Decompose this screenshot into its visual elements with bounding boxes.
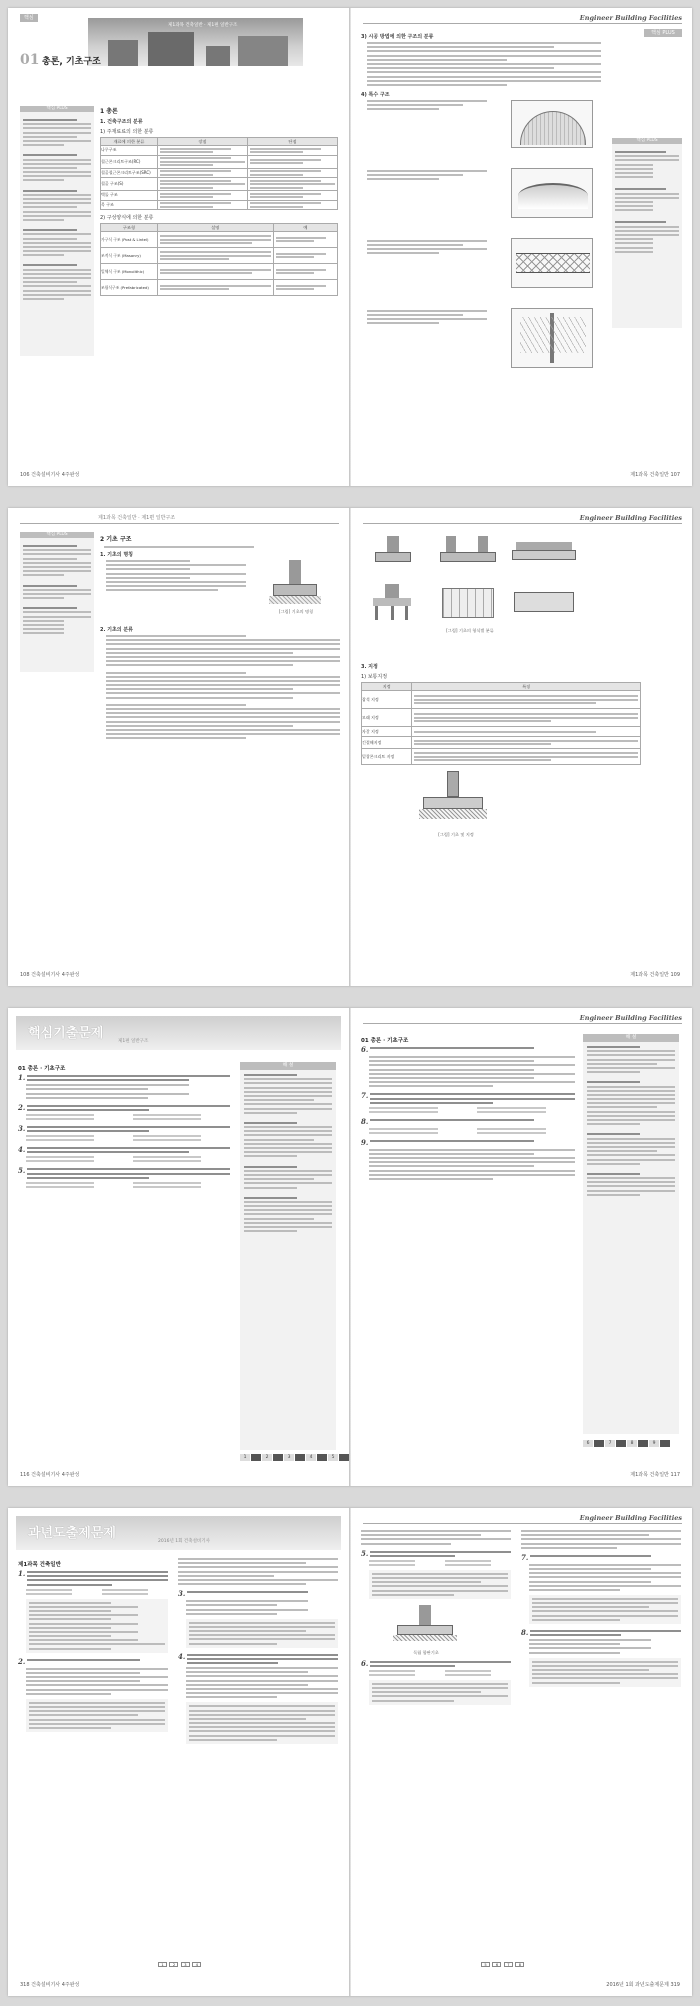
footing-type-6 <box>510 582 575 624</box>
section-heading: 2 기초 구조 <box>100 536 132 543</box>
page-footer: 106 건축설비기사 4주완성 <box>20 472 80 478</box>
truss-illustration <box>511 238 593 288</box>
question-item: 8. <box>521 1630 681 1687</box>
answer-panel: 해 설 <box>583 1034 679 1434</box>
question-column: 01 총론 · 기초구조 6. 7. 8. 9. <box>361 1034 575 1186</box>
page-109 <box>351 508 692 986</box>
spread-3 <box>8 1008 692 1486</box>
suspension-illustration <box>511 308 593 368</box>
page-footer: 116 건축설비기사 4주완성 <box>20 1472 80 1478</box>
question-item: 1. <box>18 1571 168 1653</box>
foundation-types-figure <box>365 532 575 652</box>
question-column-b <box>178 1558 338 1750</box>
page-footer: 318 건축설비기사 4주완성 <box>20 1982 80 1988</box>
question-item: 2. <box>18 1105 230 1120</box>
sub-heading: 1. 건축구조의 분류 <box>100 119 143 125</box>
page-footer: 108 건축설비기사 4주완성 <box>20 972 80 978</box>
spread-2 <box>8 508 692 986</box>
soil-preparation-table: 지정 특징 잡석 지정 모래 지정 자갈 지정 긴결해지정 밑창콘크리트 지정 <box>361 682 641 765</box>
footing-section-figure: [그림] 기초 및 지정 <box>411 771 501 831</box>
series-title: Engineer Building Facilities <box>579 1514 682 1522</box>
page-106 <box>8 8 349 486</box>
figure-caption: [그림] 기초의 형식별 분류 <box>446 628 494 633</box>
series-title: Engineer Building Facilities <box>579 14 682 22</box>
key-plus-sidebar: 핵심 PLUS <box>612 138 682 328</box>
chapter-tab: 핵심 <box>20 14 38 26</box>
series-title: Engineer Building Facilities <box>579 1014 682 1022</box>
question-item: 4. <box>178 1654 338 1744</box>
answer-key: 6 7 8 9 <box>583 1440 670 1447</box>
question-item: 5. <box>18 1168 230 1187</box>
running-header: 제1과목 건축일반 · 제1편 일반구조 <box>98 515 176 521</box>
banner-title: 핵심기출문제 <box>28 1026 104 1041</box>
question-column-a <box>361 1530 511 1711</box>
key-plus-sidebar: 핵심 PLUS <box>20 106 94 356</box>
main-column: 2 기초 구조 1. 기초의 명칭 [그림] 기초의 명칭 2. 기초의 분류 <box>100 534 340 739</box>
chapter-number: 01 <box>20 52 40 68</box>
answer-panel: 해 설 <box>240 1062 336 1450</box>
chapter-photo <box>88 18 303 66</box>
page-319 <box>351 1508 692 1996</box>
answer-key: 1 2 3 4 5 <box>240 1454 349 1461</box>
series-title: Engineer Building Facilities <box>579 514 682 522</box>
foundation-naming-figure: [그림] 기초의 명칭 <box>265 560 327 608</box>
footing-type-1 <box>365 532 430 574</box>
main-column: 1 총론 1. 건축구조의 분류 1) 주재료료의 의한 분류 재료에 의한 분류 장점 단점 나무구조 철근콘크리트구조(RC) 철골철근콘크리트구조(SRC) 철골 구조(S) 벽돌 구조 목 구조 2) 구성양식에 의한 분류 구조형 설명 예 가구식 구조 (Post & Lintel) 조적식 구조 (Masonry) 일체식 구조 (Monolithic) 조립식구조 (Prefabricated) <box>100 106 338 300</box>
answer-key: 5 6 7 8 <box>481 1962 525 1968</box>
running-header: 제1과목 건축일반 · 제1편 일반구조 <box>168 23 238 28</box>
question-item: 3. <box>178 1591 338 1648</box>
question-item: 5. <box>361 1551 511 1599</box>
spread-1 <box>8 8 692 486</box>
dome-illustration <box>511 100 593 148</box>
main-column: 3. 지정 1) 보통지정 지정 특징 잡석 지정 모래 지정 자갈 지정 긴결해지정 밑창콘크리트 지정 [그림] 기초 및 지정 <box>361 660 641 831</box>
page-117 <box>351 1008 692 1486</box>
page-318: 과년도출제문제 2016년 1회 건축설비기사 제1과목 건축일반 1. 2. 3. 4. 1 2 3 4 318 건축설비기사 4주완성 <box>8 1508 349 1996</box>
question-item: 6. <box>361 1047 575 1087</box>
page-footer: 2016년 1회 과년도출제문제 319 <box>606 1982 680 1988</box>
footing-type-3 <box>510 532 575 574</box>
material-table: 재료에 의한 분류 장점 단점 나무구조 철근콘크리트구조(RC) 철골철근콘크리트구조(SRC) 철골 구조(S) 벽돌 구조 목 구조 <box>100 137 338 210</box>
banner-title: 과년도출제문제 <box>28 1526 116 1541</box>
page-116: 핵심기출문제 제1편 일반구조 01 총론 · 기초구조 1. 2. 3. 4. 5. 해 설 1 2 3 4 5 116 건축설비기사 4주완성 <box>8 1008 349 1486</box>
question-item: 7. <box>361 1093 575 1112</box>
page-footer: 제1과목 건축일반 109 <box>630 972 680 978</box>
question-item: 3. <box>18 1126 230 1141</box>
question-item: 8. <box>361 1119 575 1134</box>
footing-figure: 독립 합판기초 <box>391 1605 461 1649</box>
composition-table: 구조형 설명 예 가구식 구조 (Post & Lintel) 조적식 구조 (Masonry) 일체식 구조 (Monolithic) 조립식구조 (Prefabricated) <box>100 223 338 296</box>
main-column: 3) 시공 방법에 의한 구조의 분류 4) 특수 구조 <box>361 30 601 420</box>
question-item: 9. <box>361 1140 575 1180</box>
key-plus-sidebar: 핵심 PLUS <box>20 532 94 672</box>
question-item: 2. <box>18 1659 168 1732</box>
page-107 <box>351 8 692 486</box>
question-item: 7. <box>521 1555 681 1624</box>
chapter-title: 총론, 기초구조 <box>42 57 101 67</box>
question-column: 01 총론 · 기초구조 1. 2. 3. 4. 5. <box>18 1062 230 1194</box>
footing-type-4 <box>365 582 430 624</box>
footing-type-5 <box>438 582 503 624</box>
page-footer: 제1과목 건축일반 117 <box>630 1472 680 1478</box>
section-heading: 1 총론 <box>100 108 118 115</box>
spread-4 <box>8 1508 692 1996</box>
shell-illustration <box>511 168 593 218</box>
question-item: 1. <box>18 1075 230 1099</box>
page-108 <box>8 508 349 986</box>
question-item: 6. <box>361 1661 511 1705</box>
key-plus-tag: 핵심 PLUS <box>644 29 682 37</box>
answer-key: 1 2 3 4 <box>158 1962 202 1968</box>
question-item: 4. <box>18 1147 230 1162</box>
question-column-a: 제1과목 건축일반 1. 2. <box>18 1558 168 1738</box>
question-column-b <box>521 1530 681 1693</box>
footing-type-2 <box>438 532 503 574</box>
page-footer: 제1과목 건축일반 107 <box>630 472 680 478</box>
